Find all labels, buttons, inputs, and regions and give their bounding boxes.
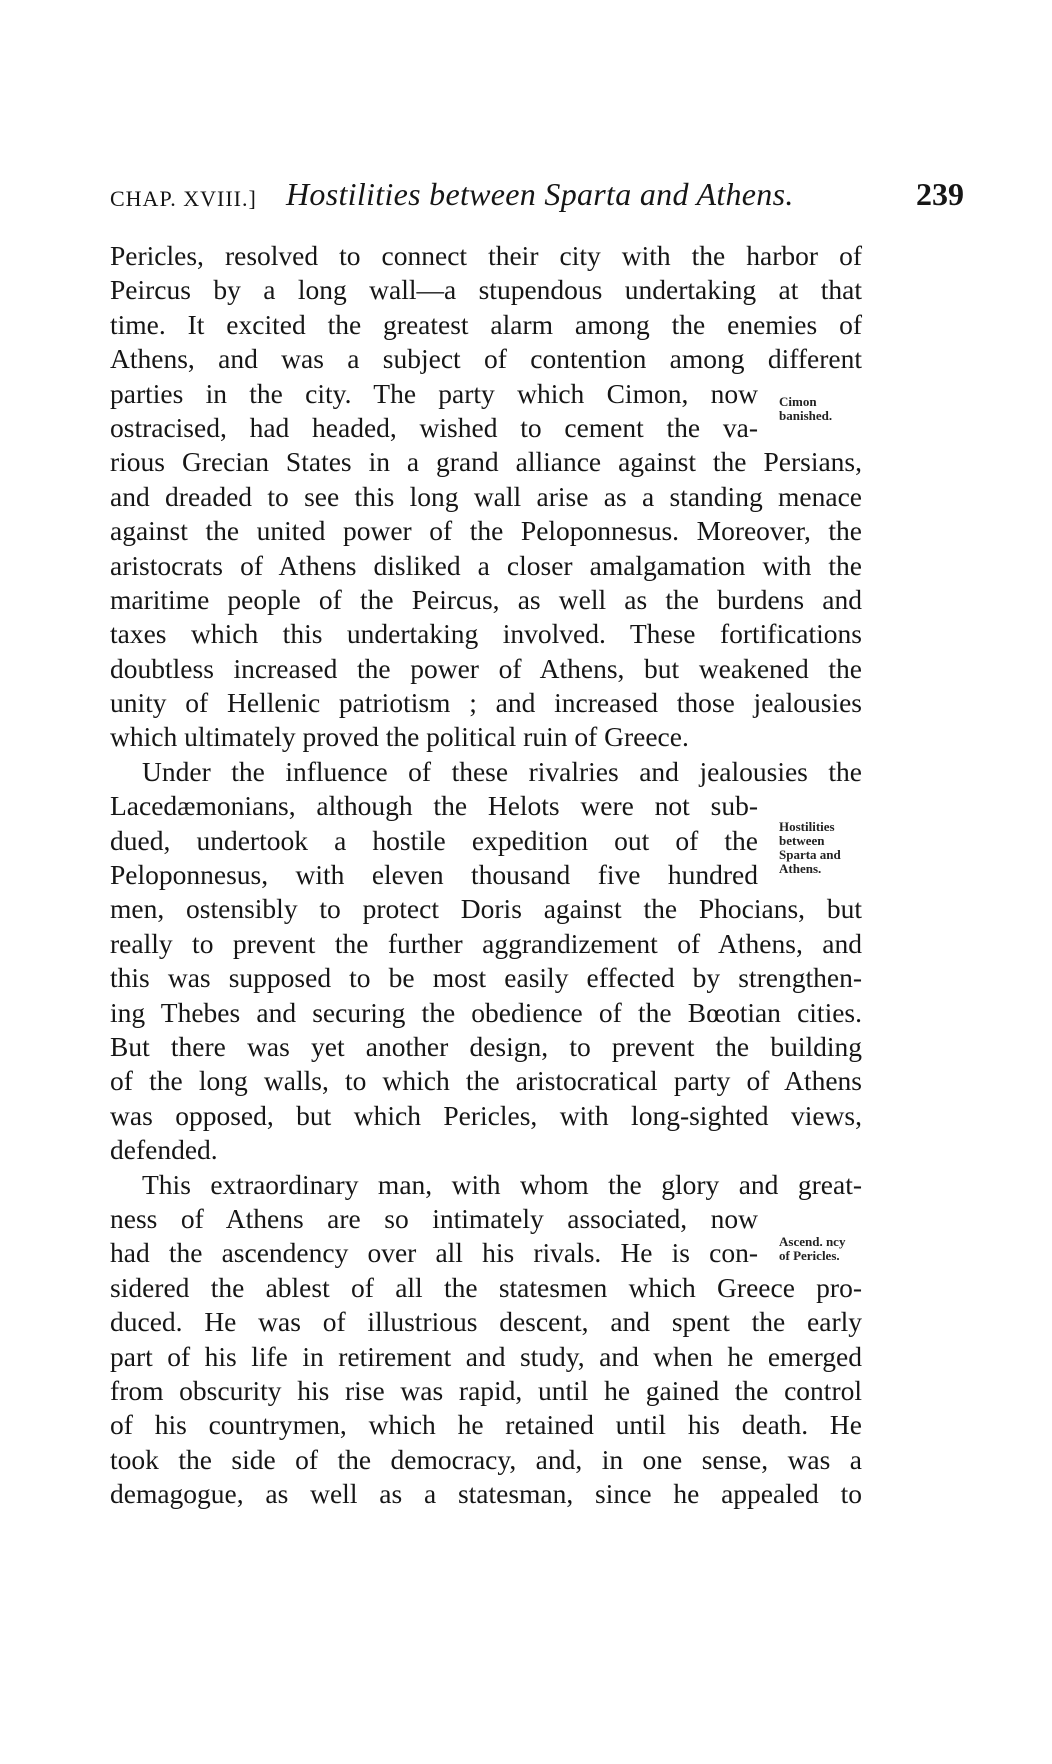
- text-line: ness of Athens are so intimately associated, now: [110, 1202, 758, 1234]
- text-line: of the long walls, to which the aristocratical party of Athens: [110, 1065, 862, 1097]
- text-line: rious Grecian States in a grand alliance against the Persians,: [110, 446, 862, 478]
- margin-note-line: Ascend. ncy: [779, 1234, 846, 1249]
- text-line: and dreaded to see this long wall arise as a standing menace: [110, 480, 862, 512]
- text-line: time. It excited the greatest alarm among the enemies of: [110, 308, 862, 340]
- text-line: dued, undertook a hostile expedition out of the: [110, 824, 758, 856]
- paragraph: [110, 755, 862, 1168]
- running-head: [110, 176, 970, 222]
- margin-note-line: Hostilities: [779, 819, 835, 834]
- page-number: 239: [916, 176, 964, 212]
- text-line: defended.: [110, 1134, 218, 1166]
- body-text: [110, 239, 862, 1511]
- text-line: Pericles, resolved to connect their city with the harbor of: [110, 240, 862, 271]
- margin-note-pericles: [779, 1235, 845, 1263]
- text-line: Athens, and was a subject of contention among different: [110, 343, 862, 375]
- text-line: had the ascendency over all his rivals. He is con-: [110, 1237, 758, 1269]
- text-line: parties in the city. The party which Cimon, now: [110, 377, 758, 409]
- text-line: maritime people of the Peircus, as well as the burdens and: [110, 583, 862, 615]
- text-line: This extraordinary man, with whom the glory and great-: [142, 1168, 862, 1200]
- text-line: Under the influence of these rivalries and jealousies the: [142, 755, 862, 787]
- margin-note-cimon: [779, 395, 832, 423]
- text-line: ostracised, had headed, wished to cement the va-: [110, 411, 758, 443]
- margin-note-line: Athens.: [779, 861, 822, 876]
- text-line: Peircus by a long wall—a stupendous undertaking at that: [110, 274, 862, 306]
- margin-note-hostilities: [779, 820, 841, 876]
- paragraph: [110, 1168, 862, 1512]
- margin-note-line: of Pericles.: [779, 1248, 840, 1263]
- text-line: demagogue, as well as a statesman, since he appealed to: [110, 1478, 862, 1510]
- text-line: sidered the ablest of all the statesmen which Greece pro-: [110, 1271, 862, 1303]
- text-line: against the united power of the Peloponnesus. Moreover, the: [110, 515, 862, 547]
- text-line: of his countrymen, which he retained until his death. He: [110, 1409, 862, 1441]
- text-line: part of his life in retirement and study, and when he emerged: [110, 1340, 862, 1372]
- margin-note-line: Sparta and: [779, 847, 841, 862]
- text-line: But there was yet another design, to prevent the building: [110, 1030, 862, 1062]
- text-line: this was supposed to be most easily effected by strengthen-: [110, 962, 862, 994]
- text-line: which ultimately proved the political ruin of Greece.: [110, 721, 689, 753]
- paragraph: [110, 239, 862, 755]
- text-line: taxes which this undertaking involved. These fortifications: [110, 618, 862, 650]
- margin-note-line: Cimon: [779, 394, 817, 409]
- page-title: Hostilities between Sparta and Athens.: [286, 176, 794, 212]
- text-line: from obscurity his rise was rapid, until he gained the control: [110, 1374, 862, 1406]
- text-line: duced. He was of illustrious descent, and spent the early: [110, 1306, 862, 1338]
- text-line: aristocrats of Athens disliked a closer amalgamation with the: [110, 549, 862, 581]
- text-line: doubtless increased the power of Athens, but weakened the: [110, 652, 862, 684]
- text-line: Peloponnesus, with eleven thousand five hundred: [110, 859, 758, 891]
- chapter-label: CHAP. XVIII.]: [110, 186, 257, 211]
- text-line: men, ostensibly to protect Doris against the Phocians, but: [110, 893, 862, 925]
- text-line: Lacedæmonians, although the Helots were not sub-: [110, 790, 758, 822]
- text-line: ing Thebes and securing the obedience of the Bœotian cities.: [110, 996, 862, 1028]
- text-line: unity of Hellenic patriotism ; and increased those jealousies: [110, 687, 862, 719]
- text-line: really to prevent the further aggrandizement of Athens, and: [110, 927, 862, 959]
- text-line: took the side of the democracy, and, in one sense, was a: [110, 1443, 862, 1475]
- margin-note-line: banished.: [779, 408, 833, 423]
- text-line: was opposed, but which Pericles, with long-sighted views,: [110, 1099, 862, 1131]
- margin-note-line: between: [779, 833, 825, 848]
